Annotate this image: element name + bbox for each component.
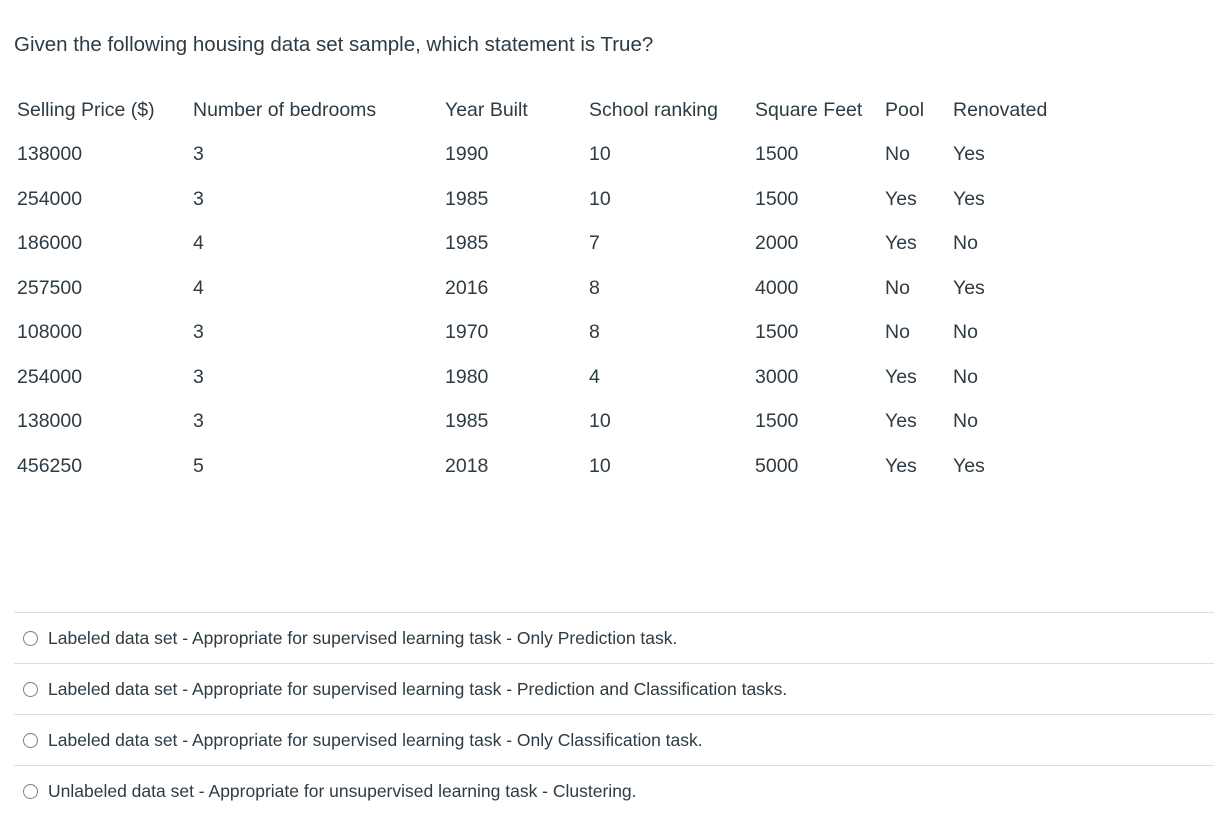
column-header: Number of bedrooms bbox=[193, 98, 377, 121]
answer-option-label: Labeled data set - Appropriate for supervised learning task - Only Prediction task. bbox=[48, 627, 678, 648]
table-cell: 1500 bbox=[755, 410, 799, 433]
table-cell: Yes bbox=[885, 187, 917, 210]
table-cell: 8 bbox=[589, 321, 600, 344]
radio-button-icon[interactable] bbox=[23, 784, 38, 799]
table-cell: Yes bbox=[885, 365, 917, 388]
table-cell: 8 bbox=[589, 276, 600, 299]
table-cell: 3 bbox=[193, 410, 204, 433]
table-cell: 10 bbox=[589, 143, 611, 166]
radio-button-icon[interactable] bbox=[23, 733, 38, 748]
column-header: Selling Price ($) bbox=[17, 98, 155, 121]
table-cell: No bbox=[953, 365, 978, 388]
table-cell: 1500 bbox=[755, 321, 799, 344]
table-cell: Yes bbox=[953, 454, 985, 477]
table-cell: 1980 bbox=[445, 365, 489, 388]
table-row bbox=[17, 222, 1063, 267]
table-header-row bbox=[17, 88, 1063, 133]
table-cell: No bbox=[885, 321, 910, 344]
table-cell: 254000 bbox=[17, 365, 83, 388]
table-cell: 4 bbox=[193, 232, 204, 255]
answer-option[interactable] bbox=[14, 714, 1214, 765]
table-cell: 186000 bbox=[17, 232, 83, 255]
table-row bbox=[17, 400, 1063, 445]
table-row bbox=[17, 311, 1063, 356]
table-cell: 1985 bbox=[445, 187, 489, 210]
table-cell: 1985 bbox=[445, 410, 489, 433]
table-cell: 138000 bbox=[17, 410, 83, 433]
table-cell: 4 bbox=[193, 276, 204, 299]
table-cell: 10 bbox=[589, 410, 611, 433]
answer-options bbox=[14, 612, 1214, 816]
table-cell: 3 bbox=[193, 365, 204, 388]
table-cell: 3 bbox=[193, 321, 204, 344]
table-cell: 1990 bbox=[445, 143, 489, 166]
table-cell: Yes bbox=[953, 187, 985, 210]
table-cell: Yes bbox=[953, 143, 985, 166]
answer-option-label: Labeled data set - Appropriate for supervised learning task - Only Classification task. bbox=[48, 729, 703, 750]
table-cell: 5 bbox=[193, 454, 204, 477]
table-cell: No bbox=[953, 321, 978, 344]
answer-option[interactable] bbox=[14, 765, 1214, 816]
answer-option[interactable] bbox=[14, 612, 1214, 663]
table-cell: 3 bbox=[193, 187, 204, 210]
table-cell: 4000 bbox=[755, 276, 799, 299]
table-cell: Yes bbox=[885, 232, 917, 255]
radio-button-icon[interactable] bbox=[23, 682, 38, 697]
table-cell: 1970 bbox=[445, 321, 489, 344]
column-header: School ranking bbox=[589, 98, 718, 121]
answer-option[interactable] bbox=[14, 663, 1214, 714]
question-text: Given the following housing data set sample, which statement is True? bbox=[14, 33, 654, 56]
table-cell: 254000 bbox=[17, 187, 83, 210]
table-cell: 2016 bbox=[445, 276, 489, 299]
housing-data-table bbox=[17, 88, 1063, 489]
table-cell: 3000 bbox=[755, 365, 799, 388]
table-cell: 257500 bbox=[17, 276, 83, 299]
table-cell: 1500 bbox=[755, 143, 799, 166]
table-cell: Yes bbox=[953, 276, 985, 299]
table-cell: 138000 bbox=[17, 143, 83, 166]
table-cell: 10 bbox=[589, 454, 611, 477]
table-cell: 7 bbox=[589, 232, 600, 255]
table-cell: 10 bbox=[589, 187, 611, 210]
answer-option-label: Unlabeled data set - Appropriate for unsupervised learning task - Clustering. bbox=[48, 780, 637, 801]
column-header: Renovated bbox=[953, 98, 1048, 121]
column-header: Year Built bbox=[445, 98, 528, 121]
table-row bbox=[17, 355, 1063, 400]
column-header: Pool bbox=[885, 98, 925, 121]
table-cell: No bbox=[885, 143, 910, 166]
table-row bbox=[17, 266, 1063, 311]
table-row bbox=[17, 444, 1063, 489]
radio-button-icon[interactable] bbox=[23, 631, 38, 646]
answer-option-label: Labeled data set - Appropriate for supervised learning task - Prediction and Classification tasks. bbox=[48, 678, 788, 699]
table-cell: 1500 bbox=[755, 187, 799, 210]
table-cell: Yes bbox=[885, 410, 917, 433]
table-cell: No bbox=[953, 410, 978, 433]
table-row bbox=[17, 177, 1063, 222]
table-cell: 4 bbox=[589, 365, 600, 388]
table-cell: 456250 bbox=[17, 454, 83, 477]
table-cell: 1985 bbox=[445, 232, 489, 255]
table-row bbox=[17, 133, 1063, 178]
table-cell: 3 bbox=[193, 143, 204, 166]
table-cell: No bbox=[885, 276, 910, 299]
table-cell: 2000 bbox=[755, 232, 799, 255]
table-cell: 108000 bbox=[17, 321, 83, 344]
table-cell: Yes bbox=[885, 454, 917, 477]
table-cell: No bbox=[953, 232, 978, 255]
table-cell: 5000 bbox=[755, 454, 799, 477]
table-cell: 2018 bbox=[445, 454, 489, 477]
column-header: Square Feet bbox=[755, 98, 863, 121]
